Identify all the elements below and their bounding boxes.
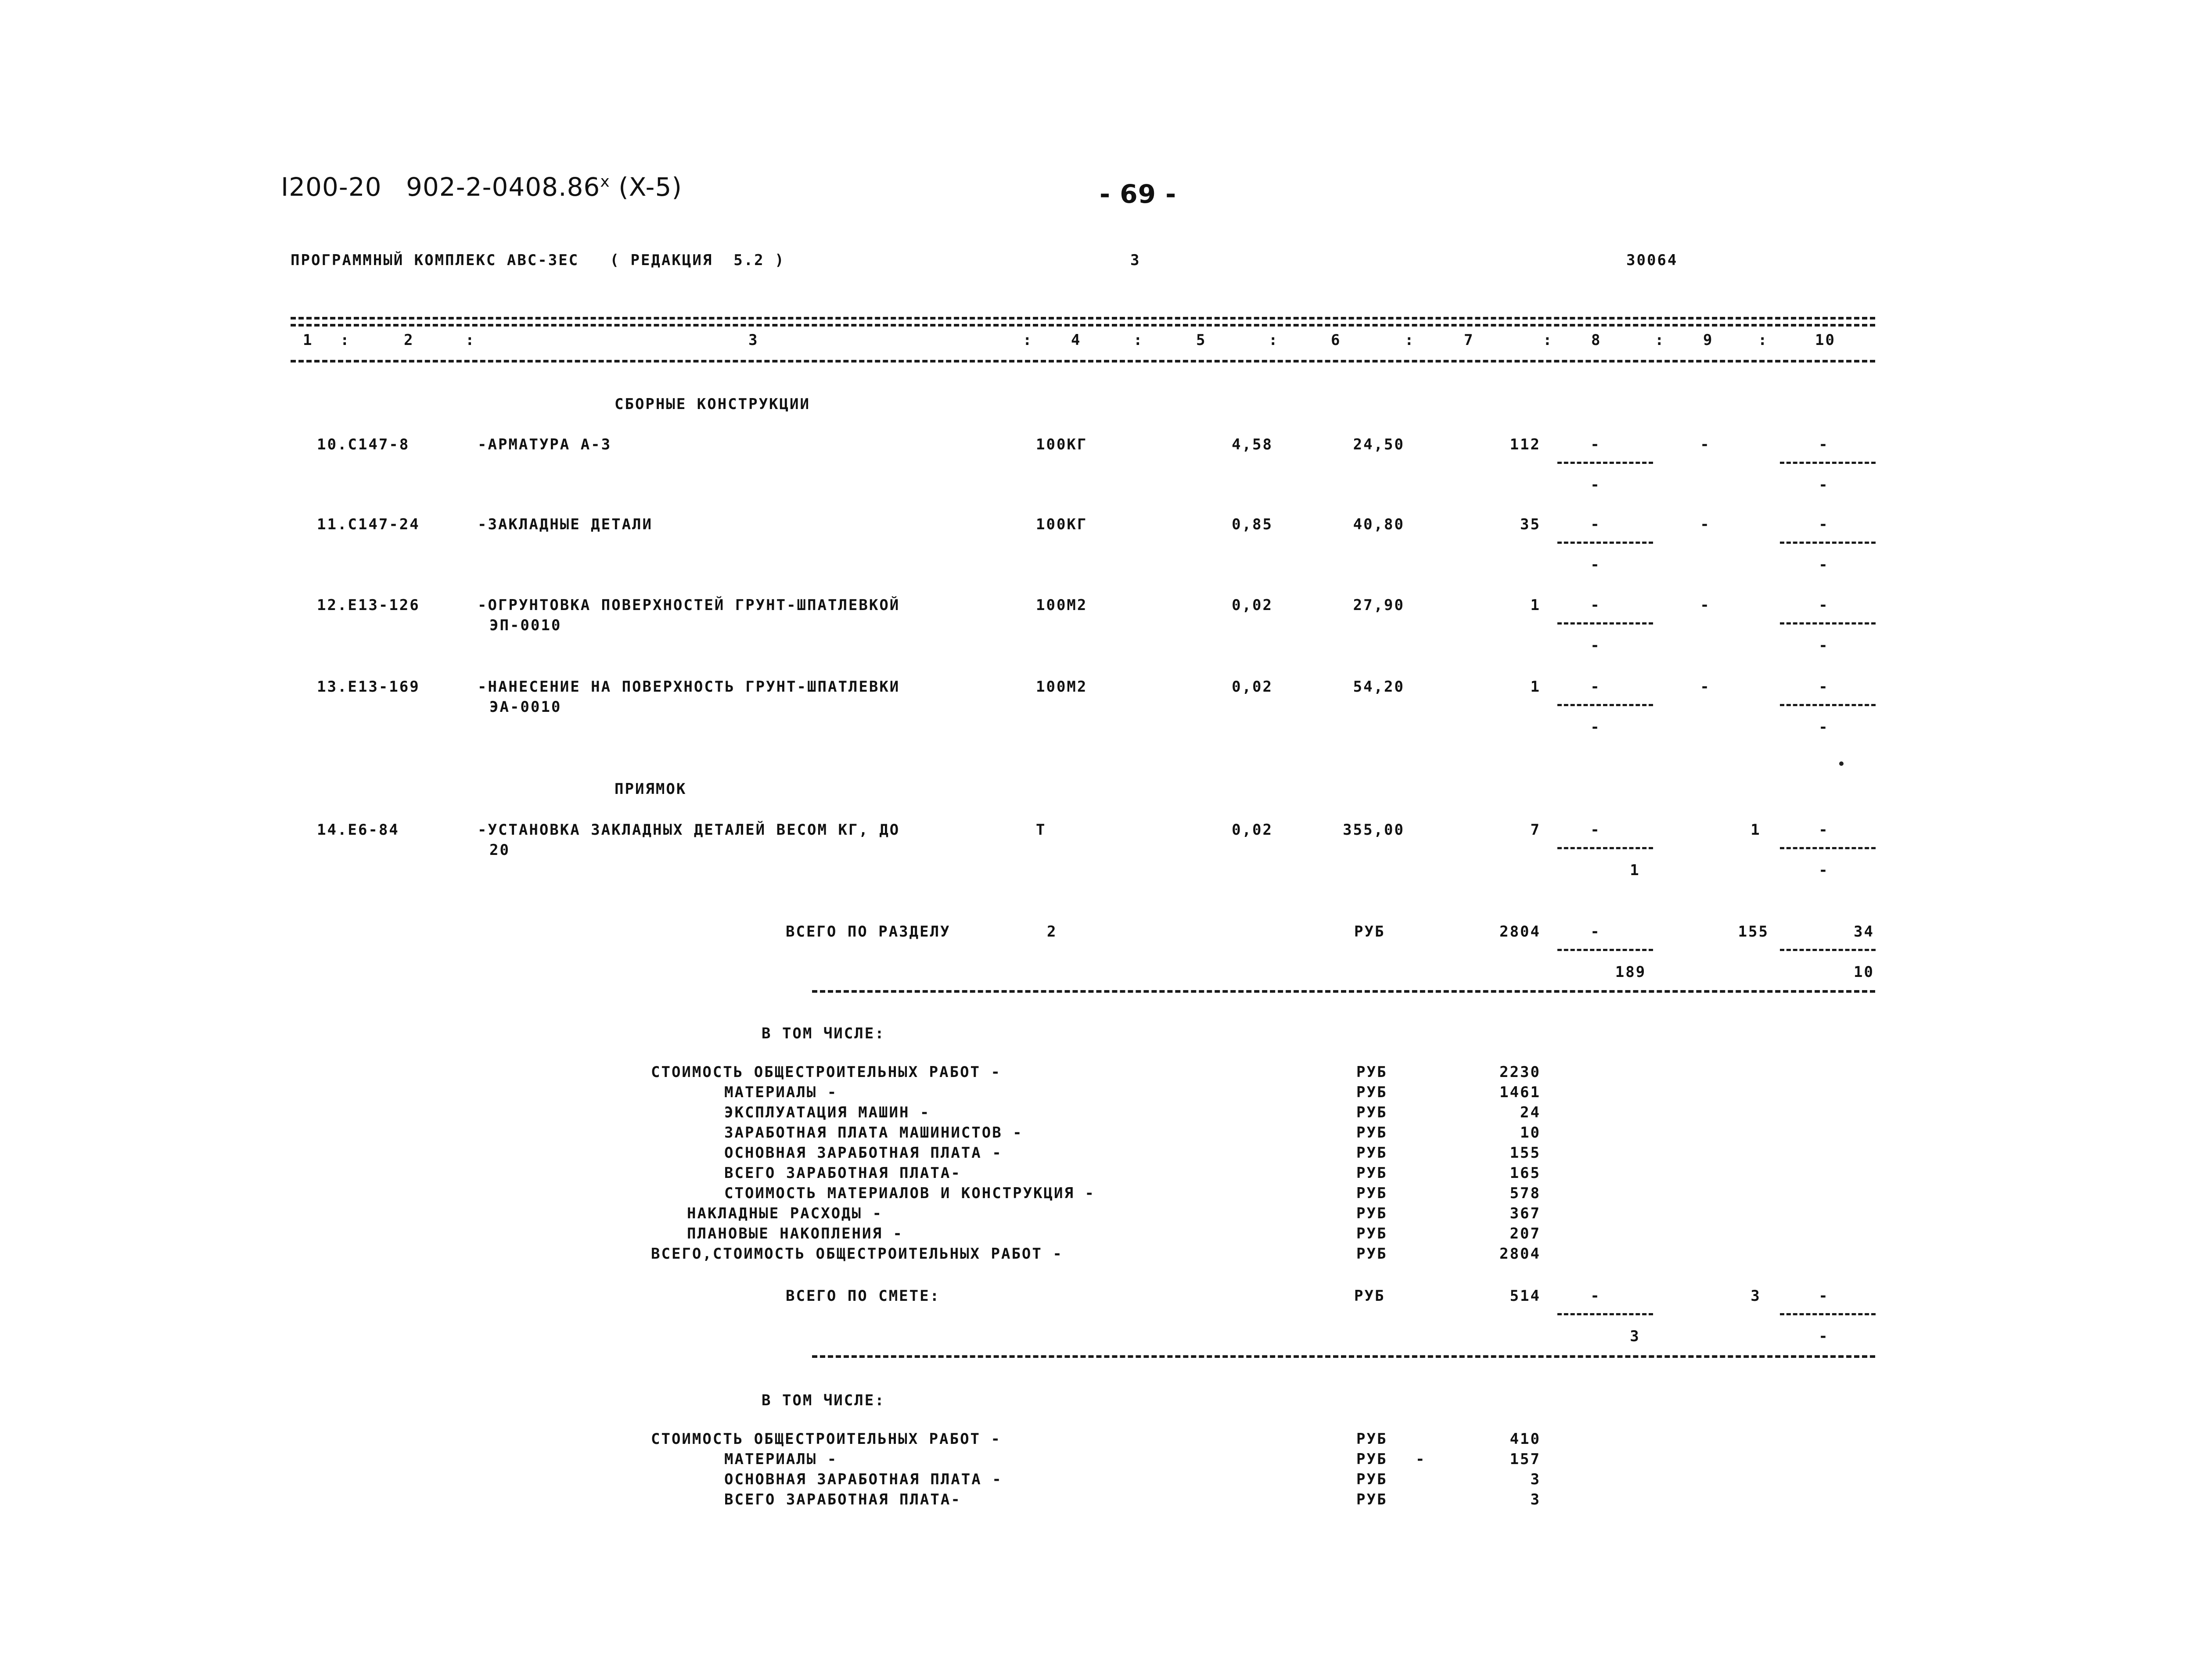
col-header-9: 9 xyxy=(1703,331,1714,349)
breakdown-label: ПЛАНОВЫЕ НАКОПЛЕНИЯ - xyxy=(687,1225,903,1242)
estimate-total-value: 514 xyxy=(1510,1287,1541,1305)
table-header-rule xyxy=(291,360,1875,363)
row-unit: 100М2 xyxy=(1036,596,1088,614)
row-col10-top: - xyxy=(1819,596,1829,614)
row-col9: - xyxy=(1700,436,1711,453)
breakdown-label: ЭКСПЛУАТАЦИЯ МАШИН - xyxy=(724,1104,931,1121)
row-col8-bottom: - xyxy=(1590,637,1601,654)
section-title: ПРИЯМОК xyxy=(615,780,687,798)
breakdown-label: СТОИМОСТЬ ОБЩЕСТРОИТЕЛЬНЫХ РАБОТ - xyxy=(651,1430,1001,1448)
breakdown-value: 3 xyxy=(1530,1491,1541,1508)
estimate-total-unit: РУБ xyxy=(1354,1287,1385,1305)
row-qty: 0,85 xyxy=(1232,516,1273,533)
estimate-total-rule xyxy=(812,1355,1875,1358)
row-price: 40,80 xyxy=(1353,516,1405,533)
col-header-10: 10 xyxy=(1815,331,1836,349)
breakdown-unit: РУБ xyxy=(1356,1084,1387,1101)
section-total-col10-divider xyxy=(1780,949,1876,951)
row-price: 24,50 xyxy=(1353,436,1405,453)
table-top-rule xyxy=(291,317,1875,319)
section-total-number: 2 xyxy=(1047,923,1057,941)
program-code: 30064 xyxy=(1626,251,1678,269)
col-header-sep: : xyxy=(1543,331,1553,349)
breakdown-value: 1461 xyxy=(1499,1084,1541,1101)
breakdown-label: ВСЕГО,СТОИМОСТЬ ОБЩЕСТРОИТЕЛЬНЫХ РАБОТ - xyxy=(651,1245,1063,1263)
row-col9: - xyxy=(1700,516,1711,533)
row-unit: 100КГ xyxy=(1036,516,1088,533)
breakdown-value: 2230 xyxy=(1499,1063,1541,1081)
section-total-col10-top: 34 xyxy=(1854,923,1874,941)
section-total-value: 2804 xyxy=(1499,923,1541,941)
print-speck xyxy=(1839,761,1844,766)
row-col10-divider xyxy=(1780,704,1876,706)
breakdown-unit: РУБ xyxy=(1356,1471,1387,1488)
estimate-total-col8-top: - xyxy=(1590,1287,1601,1305)
section-total-unit: РУБ xyxy=(1354,923,1385,941)
row-col10-top: - xyxy=(1819,678,1829,696)
row-col10-bottom: - xyxy=(1819,637,1829,654)
col-header-5: 5 xyxy=(1196,331,1207,349)
row-name-cont: ЭА-0010 xyxy=(489,698,562,716)
col-header-sep: : xyxy=(1133,331,1144,349)
row-col8-top: - xyxy=(1590,516,1601,533)
breakdown-value: 157 xyxy=(1510,1450,1541,1468)
row-col8-divider xyxy=(1557,542,1653,544)
row-name: -АРМАТУРА А-3 xyxy=(478,436,612,453)
breakdown-unit: РУБ xyxy=(1356,1104,1387,1121)
row-col10-divider xyxy=(1780,542,1876,544)
row-col8-divider xyxy=(1557,847,1653,849)
breakdown-unit: РУБ xyxy=(1356,1063,1387,1081)
row-col9: 1 xyxy=(1750,821,1761,839)
estimate-total-col8-bottom: 3 xyxy=(1630,1328,1640,1345)
project-code-suffix: (X-5) xyxy=(618,172,682,202)
col-header-sep: : xyxy=(340,331,351,349)
col-header-4: 4 xyxy=(1071,331,1082,349)
breakdown-label: СТОИМОСТЬ ОБЩЕСТРОИТЕЛЬНЫХ РАБОТ - xyxy=(651,1063,1001,1081)
breakdown-value: 155 xyxy=(1510,1144,1541,1162)
breakdown-label: СТОИМОСТЬ МАТЕРИАЛОВ И КОНСТРУКЦИЯ - xyxy=(724,1185,1095,1202)
breakdown-unit: РУБ xyxy=(1356,1164,1387,1182)
row-col10-divider xyxy=(1780,462,1876,464)
breakdown-value: 10 xyxy=(1520,1124,1541,1142)
row-total: 7 xyxy=(1530,821,1541,839)
breakdown-unit: РУБ xyxy=(1356,1205,1387,1222)
col-header-sep: : xyxy=(1269,331,1279,349)
breakdown-label: МАТЕРИАЛЫ - xyxy=(724,1450,838,1468)
section-total-col8-top: - xyxy=(1590,923,1601,941)
breakdown-value: 367 xyxy=(1510,1205,1541,1222)
row-col9: - xyxy=(1700,678,1711,696)
breakdown-value: 165 xyxy=(1510,1164,1541,1182)
row-col8-divider xyxy=(1557,462,1653,464)
row-total: 35 xyxy=(1520,516,1541,533)
breakdown-label: ВСЕГО ЗАРАБОТНАЯ ПЛАТА- xyxy=(724,1164,961,1182)
row-col8-divider xyxy=(1557,704,1653,706)
breakdown-label: ОСНОВНАЯ ЗАРАБОТНАЯ ПЛАТА - xyxy=(724,1471,1003,1488)
breakdown-label: ЗАРАБОТНАЯ ПЛАТА МАШИНИСТОВ - xyxy=(724,1124,1023,1142)
breakdown-label: ОСНОВНАЯ ЗАРАБОТНАЯ ПЛАТА - xyxy=(724,1144,1003,1162)
row-qty: 4,58 xyxy=(1232,436,1273,453)
breakdown-title: В ТОМ ЧИСЛЕ: xyxy=(762,1025,885,1042)
col-header-2: 2 xyxy=(404,331,414,349)
estimate-total-label: ВСЕГО ПО СМЕТЕ: xyxy=(786,1287,941,1305)
estimate-total-col10-bottom: - xyxy=(1819,1328,1829,1345)
breakdown-value: 578 xyxy=(1510,1185,1541,1202)
breakdown-unit: РУБ xyxy=(1356,1450,1387,1468)
project-code-superscript: x xyxy=(600,172,610,191)
col-header-sep: : xyxy=(1405,331,1415,349)
row-qty: 0,02 xyxy=(1232,596,1273,614)
row-code: 10.С147-8 xyxy=(317,436,410,453)
section-total-col10-bottom: 10 xyxy=(1854,963,1874,981)
row-col10-bottom: - xyxy=(1819,718,1829,736)
row-col8-top: - xyxy=(1590,596,1601,614)
row-name: -НАНЕСЕНИЕ НА ПОВЕРХНОСТЬ ГРУНТ-ШПАТЛЕВКИ xyxy=(478,678,900,696)
row-code: 14.Е6-84 xyxy=(317,821,399,839)
breakdown-unit: РУБ xyxy=(1356,1185,1387,1202)
project-code xyxy=(406,172,682,202)
row-code: 13.Е13-169 xyxy=(317,678,420,696)
breakdown-title: В ТОМ ЧИСЛЕ: xyxy=(762,1392,885,1409)
program-title: ПРОГРАММНЫЙ КОМПЛЕКС АВС-3ЕС ( РЕДАКЦИЯ 5.2 ) xyxy=(291,251,785,269)
section-total-label: ВСЕГО ПО РАЗДЕЛУ xyxy=(786,923,951,941)
row-col10-divider xyxy=(1780,622,1876,625)
col-header-1: 1 xyxy=(303,331,313,349)
row-total: 1 xyxy=(1530,678,1541,696)
row-col8-bottom: - xyxy=(1590,556,1601,574)
breakdown-unit: РУБ xyxy=(1356,1124,1387,1142)
row-col10-top: - xyxy=(1819,436,1829,453)
row-qty: 0,02 xyxy=(1232,821,1273,839)
row-name: -ОГРУНТОВКА ПОВЕРХНОСТЕЙ ГРУНТ-ШПАТЛЕВКОЙ xyxy=(478,596,900,614)
row-total: 112 xyxy=(1510,436,1541,453)
section-total-col8-divider xyxy=(1557,949,1653,951)
estimate-total-col10-divider xyxy=(1780,1313,1876,1315)
breakdown-value: 207 xyxy=(1510,1225,1541,1242)
breakdown-unit: РУБ xyxy=(1356,1144,1387,1162)
row-name: -ЗАКЛАДНЫЕ ДЕТАЛИ xyxy=(478,516,653,533)
breakdown-value: 3 xyxy=(1530,1471,1541,1488)
breakdown-label: НАКЛАДНЫЕ РАСХОДЫ - xyxy=(687,1205,883,1222)
table-top-rule-2 xyxy=(291,324,1875,327)
row-total: 1 xyxy=(1530,596,1541,614)
row-col8-divider xyxy=(1557,622,1653,625)
row-col10-top: - xyxy=(1819,516,1829,533)
row-col10-top: - xyxy=(1819,821,1829,839)
row-col10-bottom: - xyxy=(1819,556,1829,574)
row-code: 11.С147-24 xyxy=(317,516,420,533)
project-code-main: 902-2-0408.86 xyxy=(406,172,600,202)
col-header-7: 7 xyxy=(1464,331,1474,349)
row-unit: Т xyxy=(1036,821,1046,839)
breakdown-value: 2804 xyxy=(1499,1245,1541,1263)
row-code: 12.Е13-126 xyxy=(317,596,420,614)
section-total-col9: 155 xyxy=(1738,923,1769,941)
row-qty: 0,02 xyxy=(1232,678,1273,696)
row-col10-bottom: - xyxy=(1819,476,1829,494)
row-col10-divider xyxy=(1780,847,1876,849)
col-header-sep: : xyxy=(1023,331,1033,349)
breakdown-label: МАТЕРИАЛЫ - xyxy=(724,1084,838,1101)
col-header-sep: : xyxy=(465,331,476,349)
row-name-cont: 20 xyxy=(489,841,510,859)
row-unit: 100КГ xyxy=(1036,436,1088,453)
breakdown-extra-dash: - xyxy=(1416,1450,1426,1468)
breakdown-unit: РУБ xyxy=(1356,1245,1387,1263)
col-header-6: 6 xyxy=(1331,331,1341,349)
row-unit: 100М2 xyxy=(1036,678,1088,696)
breakdown-value: 24 xyxy=(1520,1104,1541,1121)
row-col8-top: - xyxy=(1590,678,1601,696)
breakdown-unit: РУБ xyxy=(1356,1491,1387,1508)
row-col8-top: - xyxy=(1590,436,1601,453)
row-col8-bottom: 1 xyxy=(1630,862,1640,879)
section-total-col8-bottom: 189 xyxy=(1615,963,1646,981)
row-price: 27,90 xyxy=(1353,596,1405,614)
document-code: I200-20 xyxy=(281,172,382,202)
breakdown-label: ВСЕГО ЗАРАБОТНАЯ ПЛАТА- xyxy=(724,1491,961,1508)
section-total-rule xyxy=(812,990,1875,993)
page-number: - 69 - xyxy=(1100,179,1177,209)
row-col8-bottom: - xyxy=(1590,718,1601,736)
row-col8-bottom: - xyxy=(1590,476,1601,494)
col-header-sep: : xyxy=(1758,331,1768,349)
breakdown-unit: РУБ xyxy=(1356,1225,1387,1242)
row-name-cont: ЭП-0010 xyxy=(489,617,562,634)
estimate-total-col10-top: - xyxy=(1819,1287,1829,1305)
estimate-total-col9: 3 xyxy=(1750,1287,1761,1305)
row-col10-bottom: - xyxy=(1819,862,1829,879)
row-price: 54,20 xyxy=(1353,678,1405,696)
col-header-3: 3 xyxy=(748,331,759,349)
row-col8-top: - xyxy=(1590,821,1601,839)
estimate-total-col8-divider xyxy=(1557,1313,1653,1315)
breakdown-value: 410 xyxy=(1510,1430,1541,1448)
row-price: 355,00 xyxy=(1343,821,1405,839)
col-header-8: 8 xyxy=(1591,331,1602,349)
col-header-sep: : xyxy=(1655,331,1665,349)
breakdown-unit: РУБ xyxy=(1356,1430,1387,1448)
section-title: СБОРНЫЕ КОНСТРУКЦИИ xyxy=(615,395,810,413)
row-col9: - xyxy=(1700,596,1711,614)
row-name: -УСТАНОВКА ЗАКЛАДНЫХ ДЕТАЛЕЙ ВЕСОМ КГ, ДО xyxy=(478,821,900,839)
sheet-number: 3 xyxy=(1130,251,1141,269)
